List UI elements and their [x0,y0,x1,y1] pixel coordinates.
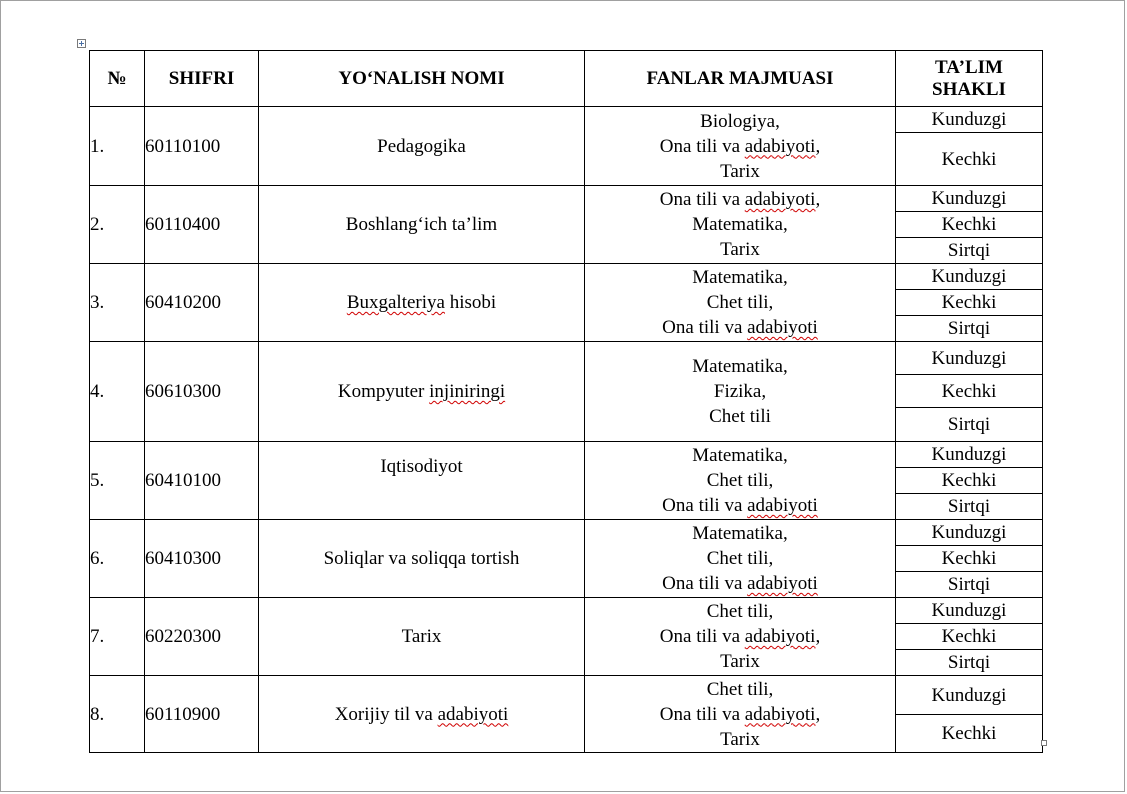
program-name-text: Tarix [401,626,442,647]
study-form: Kechki [896,212,1043,238]
subject-item: Ona tili va adabiyoti, [659,135,821,157]
subject-item: Chet tili, [706,548,774,569]
study-form: Kunduzgi [896,598,1043,624]
program-name [259,520,585,598]
subject-item: Matematika, [692,356,788,377]
table-row [90,264,1043,290]
table-row [90,342,1043,375]
subject-item: Matematika, [692,523,788,544]
study-form: Sirtqi [896,408,1043,442]
subjects-cell [585,598,896,676]
program-name [259,342,585,442]
program-name-text: Iqtisodiyot [380,456,463,477]
subject-item: Chet tili, [706,292,774,313]
header-study-form [896,51,1043,107]
table-row [90,186,1043,212]
row-number: 1. [90,107,145,186]
header-subjects: FANLAR MAJMUASI [585,51,896,107]
subject-item: Ona tili va adabiyoti [662,573,818,594]
subject-item: Tarix [720,239,760,260]
table-row [90,598,1043,624]
header-code: SHIFRI [145,51,259,107]
study-form: Kunduzgi [896,264,1043,290]
study-form: Kechki [896,715,1043,753]
subject-item: Chet tili, [706,678,774,700]
subject-item: Tarix [720,728,760,750]
header-study-form-line2: SHAKLI [932,78,1006,100]
study-form: Kechki [896,546,1043,572]
study-form: Kunduzgi [896,520,1043,546]
program-code: 60410100 [145,442,259,520]
table-row [90,520,1043,546]
program-name [259,107,585,186]
program-name-text: Xorijiy til va adabiyoti [334,703,509,725]
header-number: № [90,51,145,107]
study-form: Kunduzgi [896,442,1043,468]
program-code: 60110900 [145,676,259,753]
program-name [259,676,585,753]
study-form: Kechki [896,133,1043,186]
subjects-cell [585,342,896,442]
subject-item: Matematika, [692,214,788,235]
subject-item: Ona tili va adabiyoti [662,317,818,338]
study-form: Sirtqi [896,238,1043,264]
table-move-handle-icon[interactable] [77,39,86,48]
study-form: Sirtqi [896,316,1043,342]
table-row [90,107,1043,133]
program-name-text: Buxgalteriya hisobi [346,292,497,313]
program-name-text: Soliqlar va soliqqa tortish [323,548,520,569]
program-code: 60410200 [145,264,259,342]
program-name-text: Boshlang‘ich ta’lim [345,214,498,235]
study-form: Kunduzgi [896,676,1043,715]
study-form: Kechki [896,468,1043,494]
study-form: Kechki [896,624,1043,650]
subject-item: Ona tili va adabiyoti, [659,703,821,725]
subjects-cell [585,264,896,342]
study-form: Sirtqi [896,494,1043,520]
program-name [259,598,585,676]
subjects-cell [585,186,896,264]
study-form: Kunduzgi [896,186,1043,212]
study-form: Sirtqi [896,650,1043,676]
subject-item: Chet tili, [706,470,774,491]
row-number: 5. [90,442,145,520]
program-name-text: Kompyuter injiniringi [337,381,506,402]
table-resize-handle[interactable] [1041,740,1047,746]
program-code: 60220300 [145,598,259,676]
program-name [259,186,585,264]
subject-item: Ona tili va adabiyoti, [659,626,821,647]
subject-item: Ona tili va adabiyoti, [659,189,821,210]
study-form: Kechki [896,290,1043,316]
program-code: 60410300 [145,520,259,598]
subjects-cell [585,442,896,520]
row-number: 8. [90,676,145,753]
subject-item: Biologiya, [700,110,780,132]
subject-item: Chet tili [709,406,771,427]
study-form: Sirtqi [896,572,1043,598]
subjects-cell [585,676,896,753]
header-study-form-line1: TA’LIM [935,56,1003,78]
program-code: 60110100 [145,107,259,186]
row-number: 6. [90,520,145,598]
subject-item: Matematika, [692,445,788,466]
subject-item: Ona tili va adabiyoti [662,495,818,516]
subject-item: Tarix [720,651,760,672]
row-number: 7. [90,598,145,676]
subject-item: Matematika, [692,267,788,288]
row-number: 4. [90,342,145,442]
subject-item: Fizika, [713,381,767,402]
row-number: 3. [90,264,145,342]
table-row [90,676,1043,715]
subjects-cell [585,520,896,598]
subject-item: Tarix [720,160,760,182]
table-header-row [90,51,1043,107]
program-name [259,442,585,520]
program-code: 60110400 [145,186,259,264]
study-form: Kunduzgi [896,342,1043,375]
subjects-cell [585,107,896,186]
subject-item: Chet tili, [706,601,774,622]
program-name [259,264,585,342]
program-name-text: Pedagogika [377,135,466,157]
study-form: Kunduzgi [896,107,1043,133]
table-row [90,442,1043,468]
study-form: Kechki [896,375,1043,408]
program-code: 60610300 [145,342,259,442]
programs-table [89,50,1043,753]
row-number: 2. [90,186,145,264]
header-program-name: YO‘NALISH NOMI [259,51,585,107]
